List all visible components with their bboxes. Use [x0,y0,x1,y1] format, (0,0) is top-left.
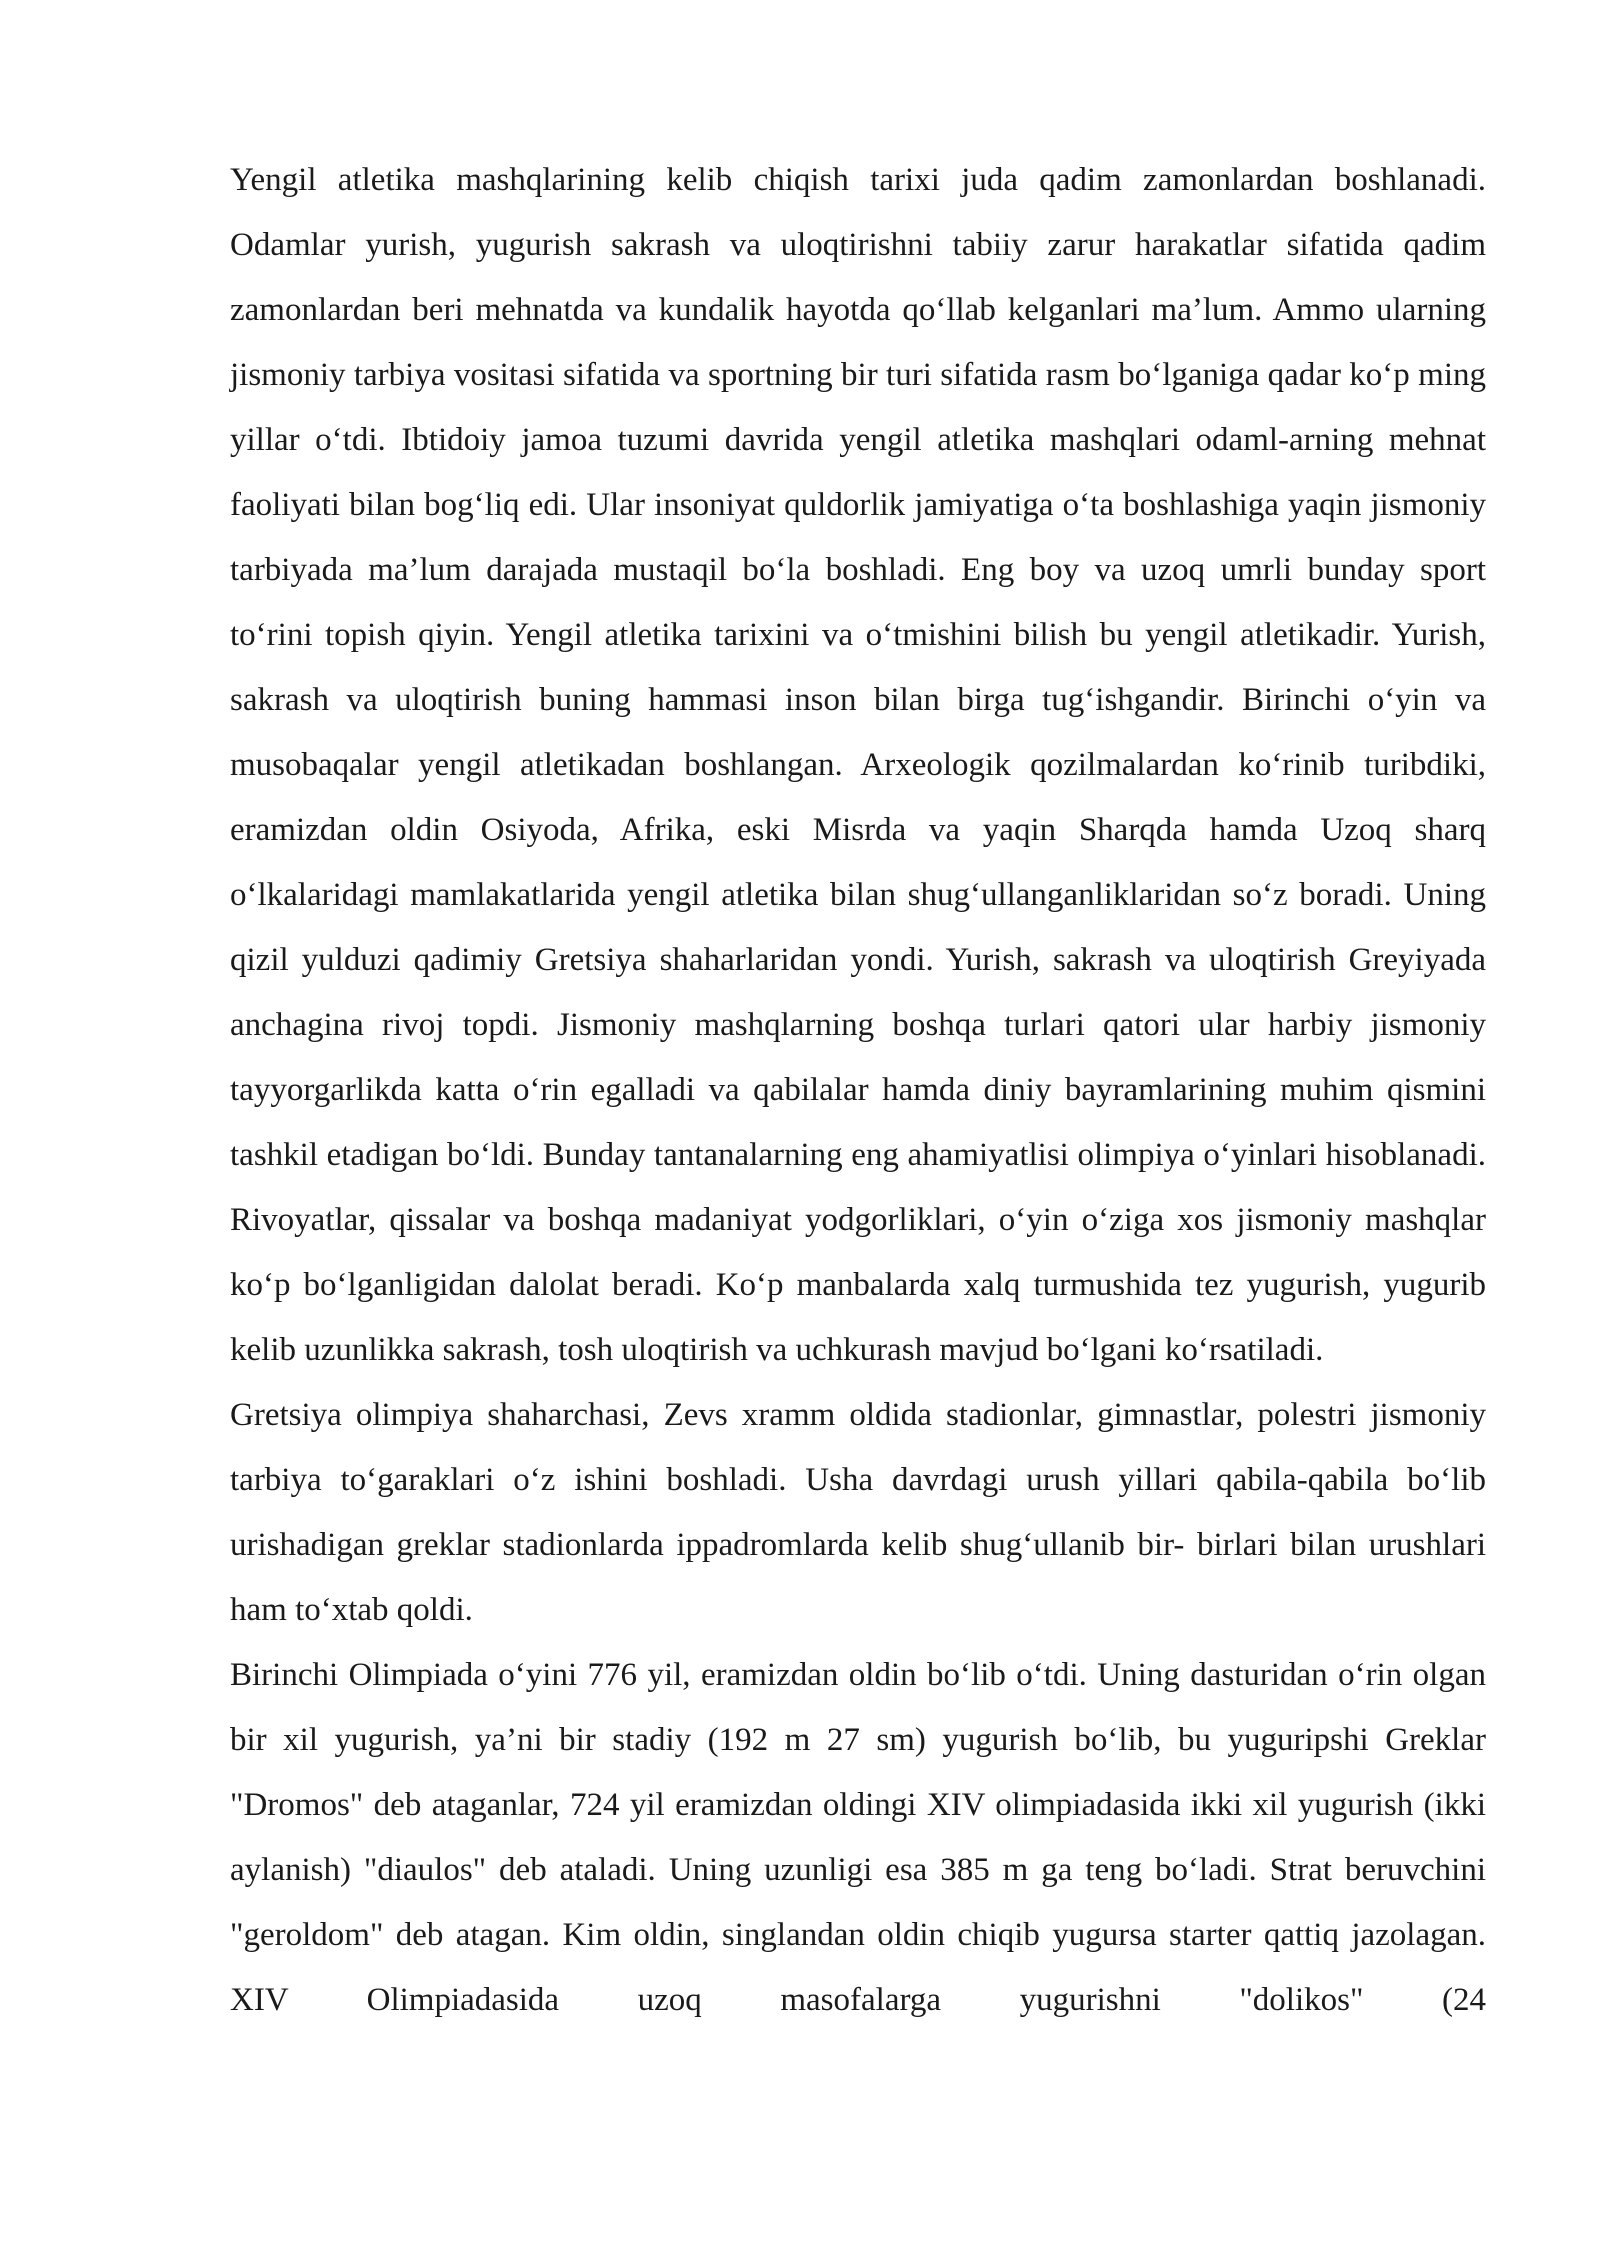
paragraph-first-olympiad: Birinchi Olimpiada o‘yini 776 yil, eramizdan oldin bo‘lib o‘tdi. Uning dasturidan o‘rin olgan bir xil yugurish, ya’ni bir stadiy (192 m 27 sm) yugurish bo‘lib, bu yuguripshi Greklar "Dromos" deb ataganlar, 724 yil eramizdan oldingi XIV olimpiadasida ikki xil yugurish (ikki aylanish) "diaulos" deb ataladi. Uning uzunligi esa 385 m ga teng bo‘ladi. Strat beruvchini "geroldom" deb atagan. Kim oldin, singlandan oldin chiqib yugursa starter qattiq jazolagan. XIV Olimpiadasida uzoq masofalarga yugurishni "dolikos" (24 [230,1657,1486,2018]
paragraph-olympia-stadiums: Gretsiya olimpiya shaharchasi, Zevs xramm oldida stadionlar, gimnastlar, polestri jismoniy tarbiya to‘garaklari o‘z ishini boshladi. Usha davrdagi urush yillari qabila-qabila bo‘lib urishadigan greklar stadionlarda ippadromlarda kelib shug‘ullanib bir- birlari bilan urushlari ham to‘xtab qoldi. [230,1397,1486,1628]
paragraph-history-intro: Yengil atletika mashqlarining kelib chiqish tarixi juda qadim zamonlardan boshlanadi. Odamlar yurish, yugurish sakrash va uloqtirishni tabiiy zarur harakatlar sifatida qadim zamonlardan beri mehnatda va kundalik hayotda qo‘llab kelganlari ma’lum. Ammo ularning jismoniy tarbiya vositasi sifatida va sportning bir turi sifatida rasm bo‘lganiga qadar ko‘p ming yillar o‘tdi. Ibtidoiy jamoa tuzumi davrida yengil atletika mashqlari odaml-arning mehnat faoliyati bilan bog‘liq edi. Ular insoniyat quldorlik jamiyatiga o‘ta boshlashiga yaqin jismoniy tarbiyada ma’lum darajada mustaqil bo‘la boshladi. Eng boy va uzoq umrli bunday sport to‘rini topish qiyin. Yengil atletika tarixini va o‘tmishini bilish bu yengil atletikadir. Yurish, sakrash va uloqtirish buning hammasi inson bilan birga tug‘ishgandir. Birinchi o‘yin va musobaqalar yengil atletikadan boshlangan. Arxeologik qozilmalardan ko‘rinib turibdiki, eramizdan oldin Osiyoda, Afrika, eski Misrda va yaqin Sharqda hamda Uzoq sharq o‘lkalaridagi mamlakatlarida yengil atletika bilan shug‘ullanganliklaridan so‘z boradi. Uning qizil yulduzi qadimiy Gretsiya shaharlaridan yondi. Yurish, sakrash va uloqtirish Greyiyada anchagina rivoj topdi. Jismoniy mashqlarning boshqa turlari qatori ular harbiy jismoniy tayyorgarlikda katta o‘rin egalladi va qabilalar hamda diniy bayramlarining muhim qismini tashkil etadigan bo‘ldi. Bunday tantanalarning eng ahamiyatlisi olimpiya o‘yinlari hisoblanadi. Rivoyatlar, qissalar va boshqa madaniyat yodgorliklari, o‘yin o‘ziga xos jismoniy mashqlar ko‘p bo‘lganligidan dalolat beradi. Ko‘p manbalarda xalq turmushida tez yugurish, yugurib kelib uzunlikka sakrash, tosh uloqtirish va uchkurash mavjud bo‘lgani ko‘rsatiladi. [230,162,1486,1368]
document-page [230,148,1486,2033]
